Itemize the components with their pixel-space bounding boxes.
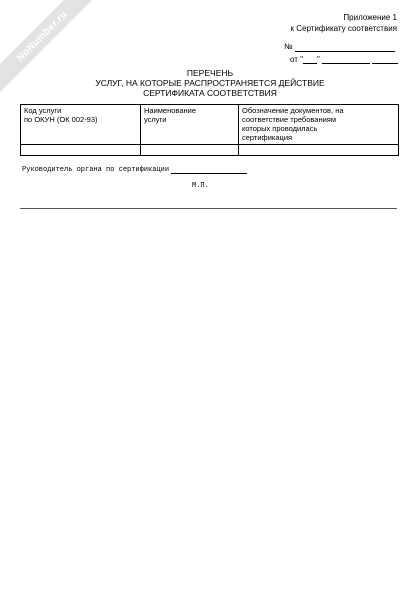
signature-field (22, 166, 247, 174)
header-cell-text: сертификация (242, 133, 293, 142)
table-cell (21, 145, 141, 156)
header-cell-text: Наименование (144, 106, 196, 115)
number-label: № (284, 42, 293, 51)
header-cell-text: которых проводилась (242, 124, 318, 133)
head-of-body-label: Руководитель органа по сертификации (22, 166, 170, 174)
date-prefix: от (290, 55, 298, 64)
seal-label: М.П. (192, 182, 209, 190)
number-blank-line (295, 51, 395, 52)
title-line-2: УСЛУГ, НА КОТОРЫЕ РАСПРОСТРАНЯЕТСЯ ДЕЙСТВИЕ (95, 78, 325, 88)
header-cell-service-code (21, 105, 141, 145)
header-cell-documents (239, 105, 399, 145)
appendix-header (291, 12, 397, 34)
date-close-quote: " (317, 55, 320, 64)
signature-blank-line (171, 166, 247, 174)
title-line-3: СЕРТИФИКАТА СООТВЕТСТВИЯ (143, 88, 277, 98)
watermark-text: NoNumber.ru (14, 8, 70, 64)
title-line-1: ПЕРЕЧЕНЬ (186, 68, 234, 78)
certificate-number-field (284, 42, 399, 51)
appendix-line-2: к Сертификату соответствия (290, 24, 397, 33)
table-header-row (21, 105, 399, 145)
day-blank-line (303, 55, 317, 64)
header-cell-text: Код услуги (24, 106, 62, 115)
services-table (20, 104, 399, 156)
appendix-line-1: Приложение 1 (343, 13, 397, 22)
year-blank-line (372, 55, 398, 64)
header-cell-text: Обозначение документов, на (242, 106, 344, 115)
table-row (21, 145, 399, 156)
header-cell-text: по ОКУН (ОК 002-93) (24, 115, 98, 124)
date-open-quote: " (300, 55, 304, 64)
header-cell-text: соответствие требованиям (242, 115, 337, 124)
header-cell-service-name (141, 105, 239, 145)
certificate-date-field (290, 55, 400, 64)
table-cell (141, 145, 239, 156)
month-blank-line (322, 55, 370, 64)
bottom-divider (20, 208, 397, 209)
header-cell-text: услуги (144, 115, 167, 124)
table-cell (239, 145, 399, 156)
